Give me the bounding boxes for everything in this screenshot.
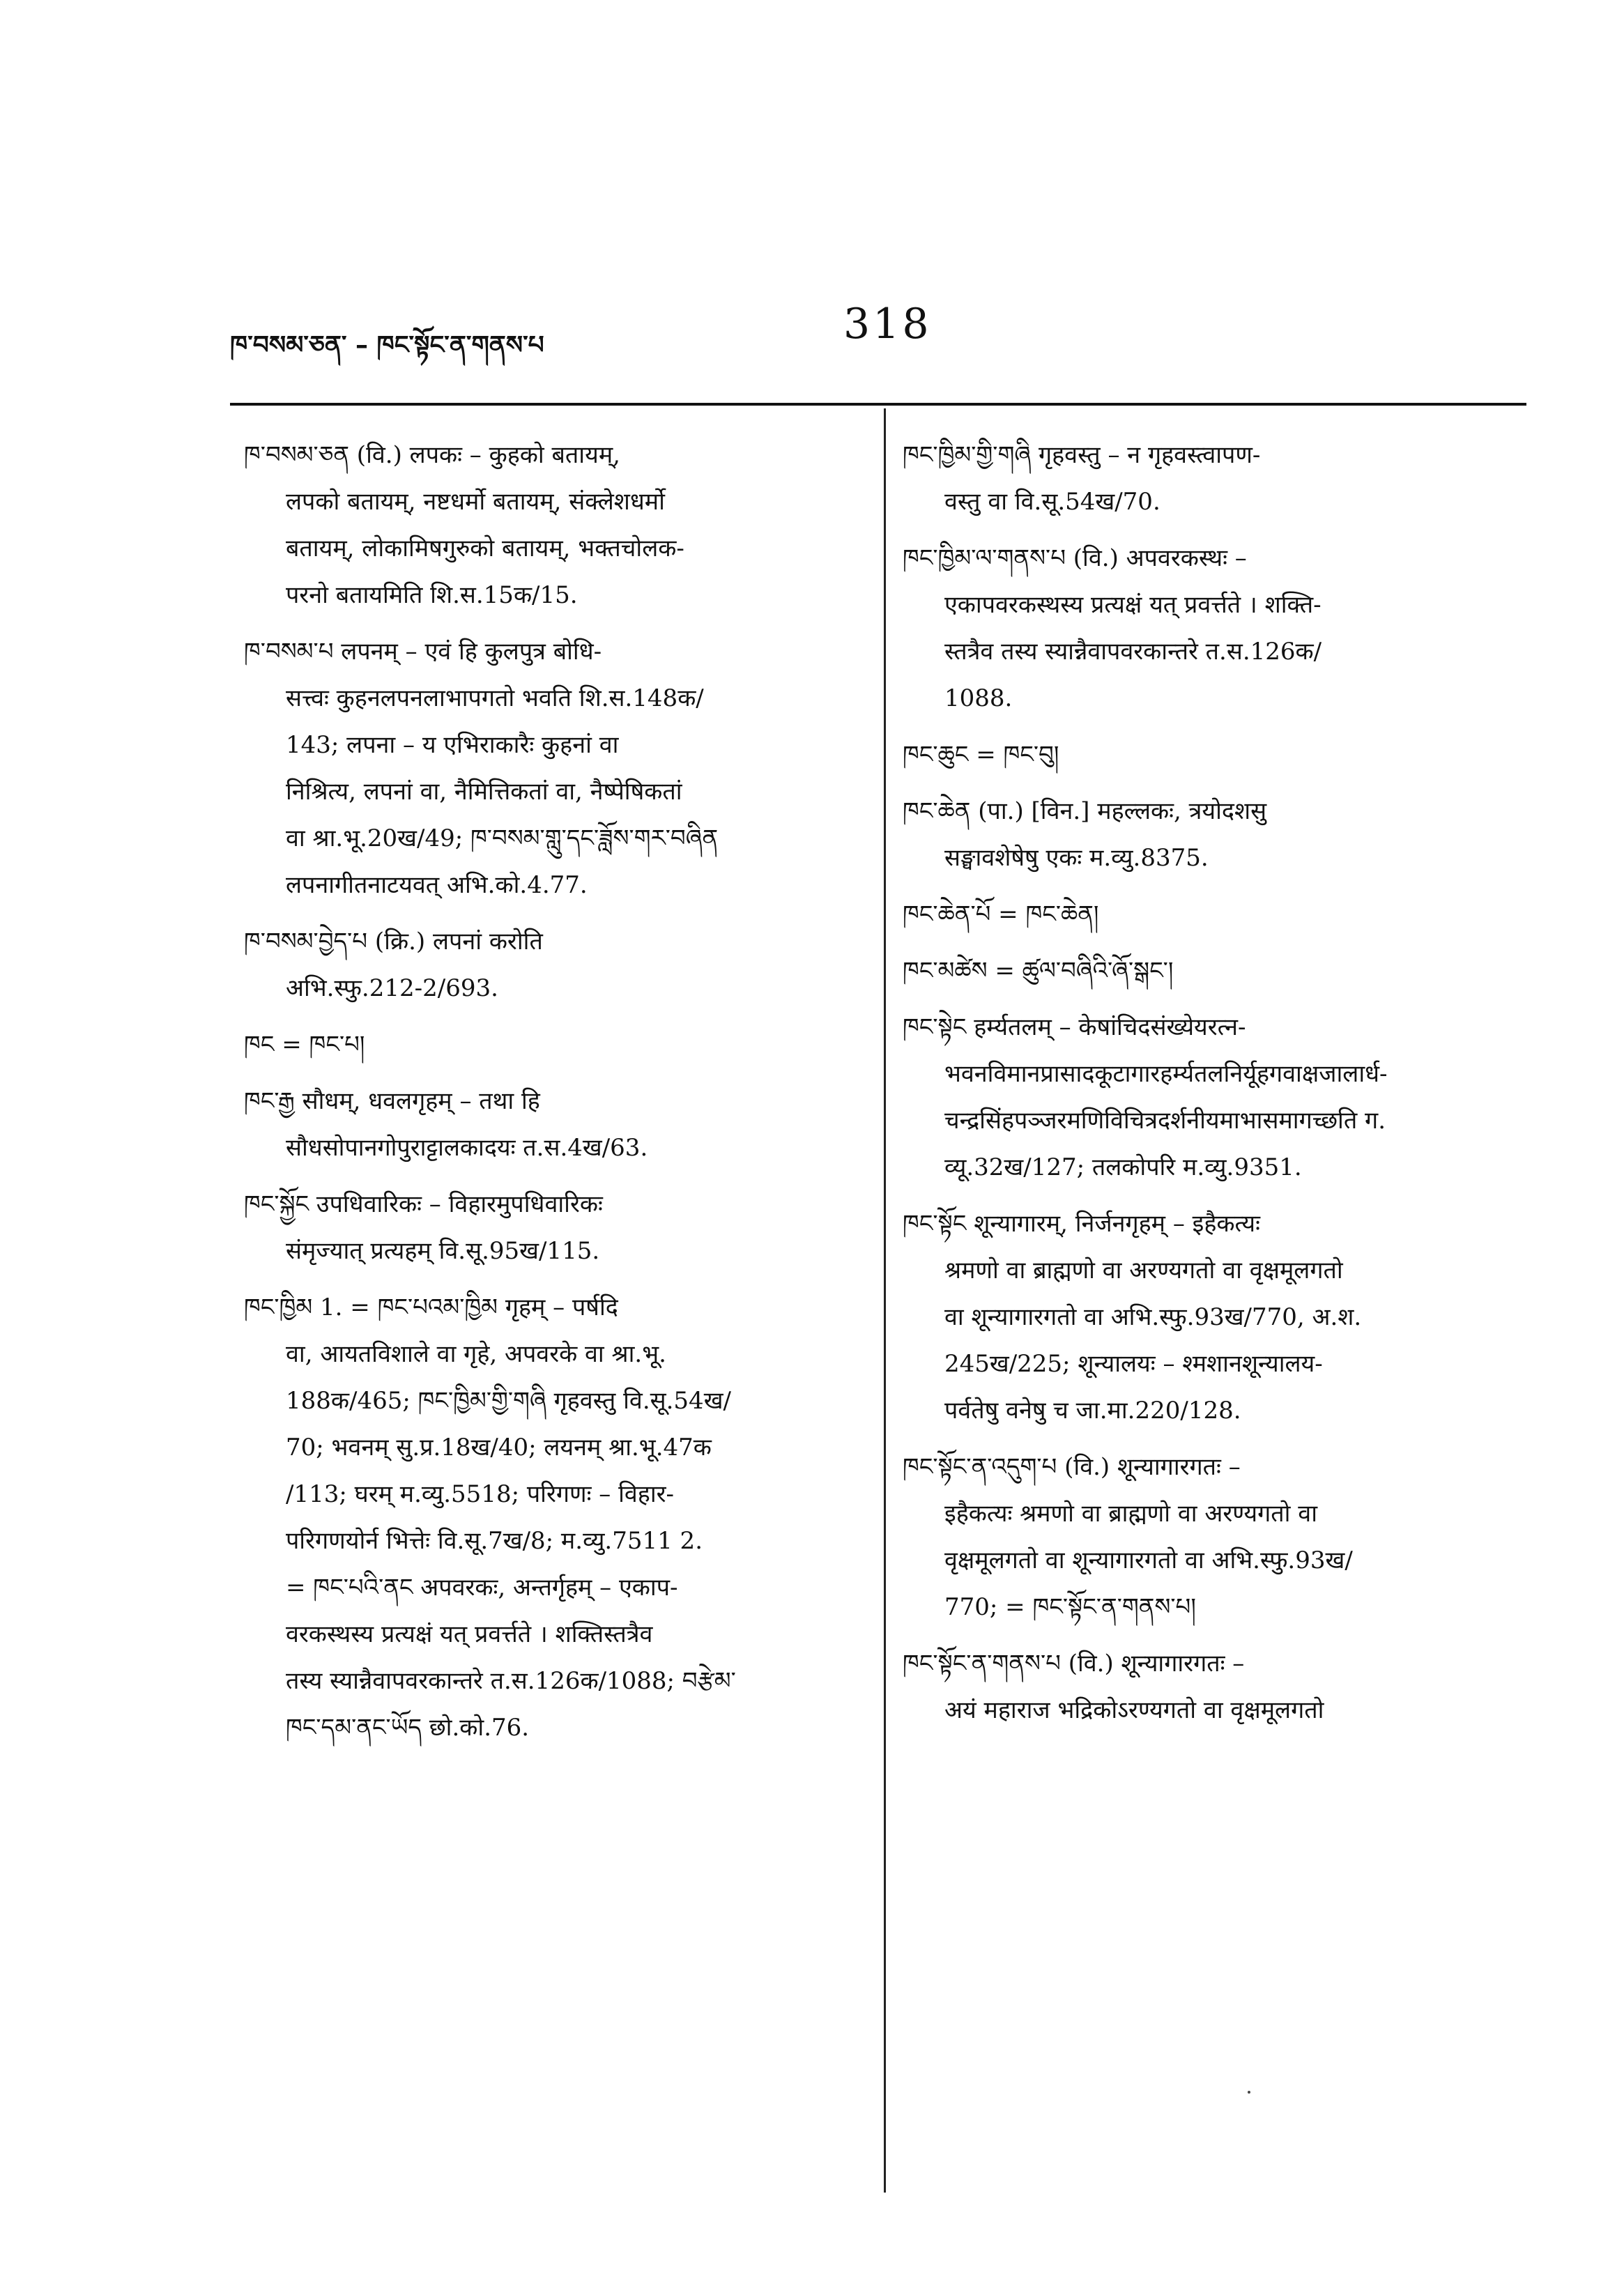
entry-headline: ཁ་བསམ་པ लपनम् – एवं हि कुलपुत्र बोधि-	[244, 638, 602, 666]
entry-line: लपनागीतनाटयवत् अभि.को.4.77.	[286, 871, 588, 899]
entry-line: 245ख/225; शून्यालयः – श्मशानशून्यालय-	[944, 1350, 1323, 1378]
right-column	[903, 432, 1537, 1744]
entry-line: वृक्षमूलगतो वा शून्यागारगतो वा अभि.स्फु.93ख/	[944, 1546, 1353, 1574]
entry-headline: ཁང = ཁང་པ།	[244, 1031, 365, 1059]
entry-line: = ཁང་པའི་ནང अपवरकः, अन्तर्गृहम् – एकाप-	[286, 1574, 678, 1602]
entry-headline: ཁང་ཁྱིམ་ལ་གནས་པ (वि.) अपवरकस्थः –	[903, 544, 1247, 572]
dictionary-entry	[244, 1284, 878, 1751]
entry-headline: ཁང་ཆེན (पा.) [विन.] महल्लकः, त्रयोदशसु	[903, 797, 1267, 825]
entry-line: चन्द्रसिंहपञ्जरमणिविचित्रदर्शनीयमाभासमागच्छति ग.	[944, 1107, 1386, 1135]
dictionary-entry	[244, 629, 878, 909]
entry-line: वा, आयतविशाले वा गृहे, अपवरके वा श्रा.भू.	[286, 1340, 666, 1368]
dictionary-entry	[903, 1641, 1537, 1734]
entry-headline: ཁ་བསམ་ཅན (वि.) लपकः – कुहको बतायम्,	[244, 441, 620, 469]
dictionary-entry	[244, 919, 878, 1012]
dictionary-entry	[244, 1181, 878, 1275]
entry-line: वरकस्थस्य प्रत्यक्षं यत् प्रवर्त्तते । शक्तिस्तत्रैव	[286, 1620, 653, 1648]
dictionary-entry	[903, 732, 1537, 778]
entry-headline: ཁང་ཁྱིམ 1. = ཁང་པའམ་ཁྱིམ गृहम् – पर्षदि	[244, 1294, 618, 1321]
entry-line: 1088.	[944, 684, 1013, 712]
dictionary-entry	[244, 1078, 878, 1172]
page-header	[230, 300, 1526, 362]
entry-headline: ཁ་བསམ་བྱེད་པ (क्रि.) लपनां करोति	[244, 928, 543, 955]
dictionary-entry	[903, 1004, 1537, 1191]
entry-line: व्यू.32ख/127; तलकोपरि म.व्यु.9351.	[944, 1153, 1302, 1181]
entry-line: सत्त्वः कुहनलपनलाभापगतो भवति शि.स.148क/	[286, 684, 704, 712]
entry-line: 70; भवनम् सु.प्र.18ख/40; लयनम् श्रा.भू.47क	[286, 1434, 712, 1461]
entry-line: ཁང་དམ་ནང་ཡོད छो.को.76.	[286, 1714, 530, 1742]
entry-line: बतायम्, लोकामिषगुरुको बतायम्, भक्तचोलक-	[286, 535, 684, 562]
entry-headline: ཁང་སྟོང་ན་གནས་པ (वि.) शून्यागारगतः –	[903, 1650, 1245, 1678]
entry-line: निश्रित्य, लपनां वा, नैमित्तिकतां वा, नैष्पेषिकतां	[286, 778, 682, 806]
entry-headline: ཁང་སྐྱོང उपधिवारिकः – विहारमुपधिवारिकः	[244, 1190, 603, 1218]
entry-line: वा श्रा.भू.20ख/49; ཁ་བསམ་གླུ་དང་ཟློས་གར་བཞིན	[286, 824, 719, 852]
page-number: 318	[843, 300, 932, 348]
entry-line: अभि.स्फु.212-2/693.	[286, 974, 498, 1002]
entry-line: वा शून्यागारगतो वा अभि.स्फु.93ख/770, अ.श.	[944, 1303, 1362, 1331]
dictionary-entry	[244, 432, 878, 619]
entry-line: 143; लपना – य एभिराकारैः कुहनां वा	[286, 731, 619, 759]
entry-line: 770; = ཁང་སྟོང་ན་གནས་པ།	[944, 1593, 1196, 1621]
entry-headline: ཁང་སྟོང शून्यागारम्, निर्जनगृहम् – इहैकत्यः	[903, 1210, 1260, 1238]
entry-line: /113; घरम् म.व्यु.5518; परिगणः – विहार-	[286, 1480, 675, 1508]
entry-line: सङ्घावशेषेषु एकः म.व्यु.8375.	[944, 844, 1209, 872]
entry-line: तस्य स्यान्नैवापवरकान्तरे त.स.126क/1088; བརྩེམ་	[286, 1667, 736, 1695]
entry-headline: ཁང་ཆུང = ཁང་བུ།	[903, 741, 1059, 769]
entry-line: संमृज्यात् प्रत्यहम् वि.सू.95ख/115.	[286, 1237, 600, 1265]
entry-line: भवनविमानप्रासादकूटागारहर्म्यतलनिर्यूहगवाक्षजालार्ध-	[944, 1060, 1388, 1088]
entry-headline: ཁང་རྒྱ सौधम्, धवलगृहम् – तथा हि	[244, 1087, 540, 1115]
entry-line: एकापवरकस्थस्य प्रत्यक्षं यत् प्रवर्त्तते । शक्ति-	[944, 591, 1322, 619]
dictionary-entry	[903, 432, 1537, 525]
entry-headline: ཁང་ཆེན་པོ = ཁང་ཆེན།	[903, 900, 1099, 928]
entry-line: सौधसोपानगोपुराट्टालकादयः त.स.4ख/63.	[286, 1134, 648, 1162]
dictionary-entry	[903, 788, 1537, 882]
entry-line: इहैकत्यः श्रमणो वा ब्राह्मणो वा अरण्यगतो वा	[944, 1500, 1317, 1528]
dictionary-entry	[903, 891, 1537, 938]
running-head: ཁ་བསམ་ཅན་ – ཁང་སྟོང་ན་གནས་པ	[230, 331, 544, 360]
dictionary-entry	[244, 1022, 878, 1068]
entry-line: परिगणयोर्न भित्तेः वि.सू.7ख/8; म.व्यु.7511 2.	[286, 1527, 703, 1555]
entry-headline: ཁང་སྟོང་ན་འདུག་པ (वि.) शून्यागारगतः –	[903, 1453, 1241, 1481]
dictionary-entry	[903, 948, 1537, 995]
entry-line: 188क/465; ཁང་ཁྱིམ་གྱི་གཞི गृहवस्तु वि.सू.54ख/	[286, 1387, 731, 1415]
dictionary-entry	[903, 1444, 1537, 1631]
entry-line: परनो बतायमिति शि.स.15क/15.	[286, 581, 578, 609]
entry-line: अयं महाराज भद्रिकोऽरण्यगतो वा वृक्षमूलगतो	[944, 1696, 1324, 1724]
entry-headline: ཁང་སྟེང हर्म्यतलम् – केषांचिदसंख्येयरत्न-	[903, 1013, 1246, 1041]
entry-line: लपको बतायम्, नष्टधर्मो बतायम्, संक्लेशधर्मो	[286, 488, 665, 516]
entry-headline: ཁང་ཁྱིམ་གྱི་གཞི गृहवस्तु – न गृहवस्त्वापण-	[903, 441, 1261, 469]
entry-line: स्तत्रैव तस्य स्यान्नैवापवरकान्तरे त.स.126क/	[944, 638, 1322, 666]
header-rule	[230, 403, 1526, 406]
entry-line: पर्वतेषु वनेषु च जा.मा.220/128.	[944, 1397, 1241, 1425]
dictionary-entry	[903, 535, 1537, 722]
entry-line: वस्तु वा वि.सू.54ख/70.	[944, 488, 1160, 516]
dictionary-entry	[903, 1201, 1537, 1434]
entry-line: श्रमणो वा ब्राह्मणो वा अरण्यगतो वा वृक्षमूलगतो	[944, 1257, 1343, 1284]
entry-headline: ཁང་མཚེས = ཚུལ་བཞིའི་ཞོ་སྒང་།	[903, 957, 1174, 985]
column-divider	[884, 408, 886, 2193]
left-column	[244, 432, 878, 1761]
stray-mark	[1248, 2091, 1250, 2094]
